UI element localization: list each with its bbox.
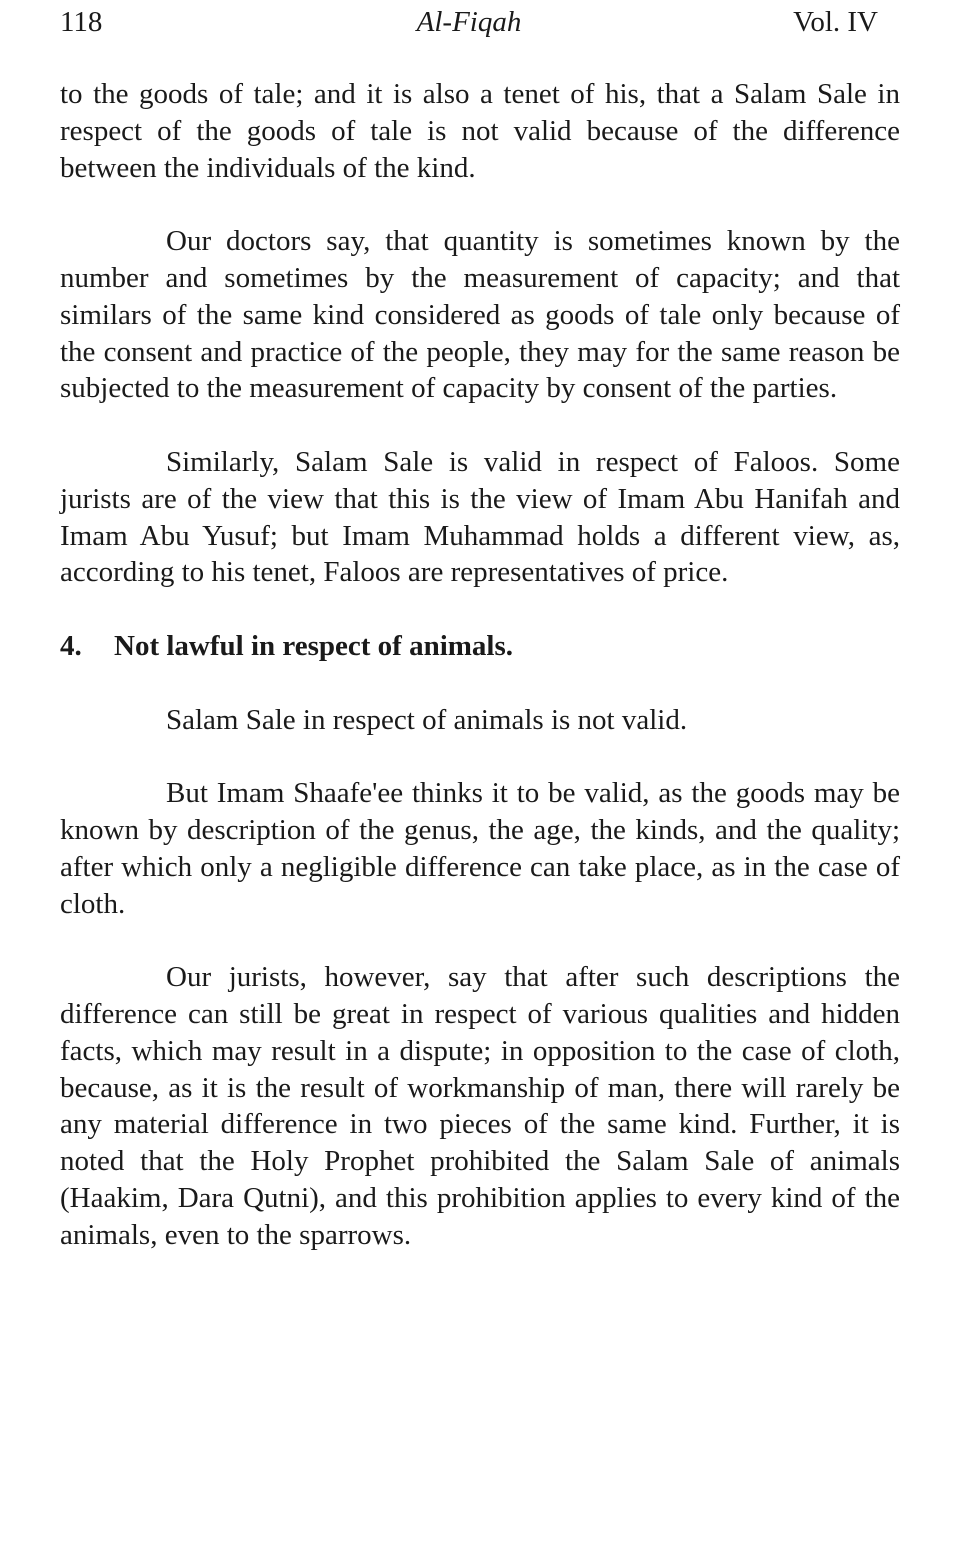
paragraph-doctors-view: Our doctors say, that quantity is sometimes known by the number and sometimes by the measurement of capacity; and that similars of the same kind considered as goods of tale only because of the consent and practice of the people, they may for the same reason be subjected to the measurement of capacity by consent of the parties. (60, 225, 900, 405)
paragraph-animals-rule: Salam Sale in respect of animals is not valid. (166, 703, 688, 736)
volume-label: Vol. IV (793, 6, 878, 38)
paragraph-faloos: Similarly, Salam Sale is valid in respect of Faloos. Some jurists are of the view that this is the view of Imam Abu Hanifah and Imam Abu Yusuf; but Imam Muhammad holds a different view, as, according to his tenet, Faloos are representatives of price. (60, 445, 900, 589)
page-number: 118 (60, 6, 103, 38)
section-heading-number: 4. (60, 629, 82, 662)
paragraph-continuation: to the goods of tale; and it is also a tenet of his, that a Salam Sale in respect of the goods of tale is not valid because of the difference between the individuals of the kind. (60, 78, 900, 184)
paragraph-jurists-reply: Our jurists, however, say that after such descriptions the difference can still be great in respect of various qualities and hidden facts, which may result in a dispute; in opposition to the case of cloth, because, as it is the result of workmanship of man, there will rarely be any material difference in two pieces of the same kind. Further, it is noted that the Holy Prophet prohibited the Salam Sale of animals (Haakim, Dara Qutni), and this prohibition applies to every kind of the animals, even to the sparrows. (60, 961, 900, 1251)
section-heading-text: Not lawful in respect of animals. (114, 629, 514, 662)
running-header (60, 2, 878, 42)
page-body (60, 76, 900, 1254)
paragraph-shaafee-view: But Imam Shaafe'ee thinks it to be valid, as the goods may be known by description of the genus, the age, the kinds, and the quality; after which only a negligible difference can take place, as in the case of cloth. (60, 777, 900, 920)
book-title: Al-Fiqah (416, 6, 522, 38)
section-heading (60, 628, 900, 665)
